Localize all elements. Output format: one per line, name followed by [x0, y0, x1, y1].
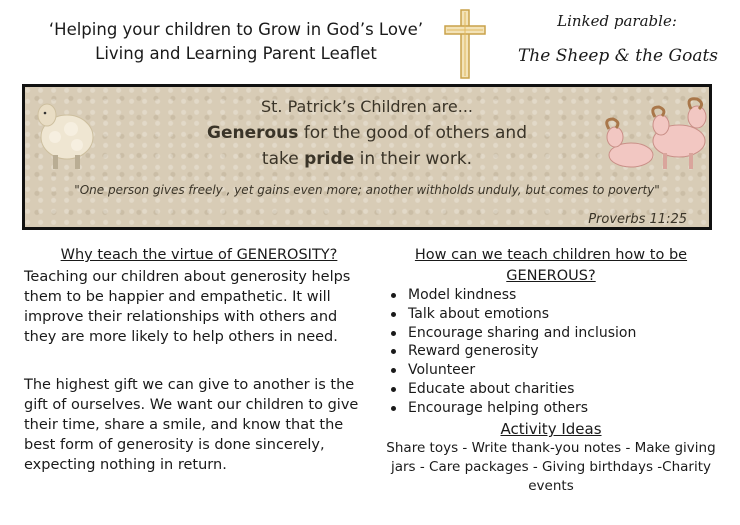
list-item: Educate about charities — [388, 380, 718, 399]
teaching-tips-list — [388, 286, 718, 418]
leaflet-subtitle: Living and Learning Parent Leaflet — [95, 44, 377, 63]
list-item: Encourage sharing and inclusion — [388, 324, 718, 343]
why-paragraph-1: Teaching our children about generosity helps them to be happier and empathetic. It will improve their relationships with others and they are more likely to help others in need. — [24, 269, 351, 345]
banner-line-3 — [25, 149, 709, 169]
generous-word: Generous — [206, 123, 299, 143]
how-heading: How can we teach children how to be GENEROUS? — [414, 247, 688, 284]
list-item: Talk about emotions — [388, 305, 718, 324]
activity-ideas-heading: Activity Ideas — [500, 420, 602, 438]
parable-title: The Sheep & the Goats — [517, 46, 719, 66]
list-item: Encourage helping others — [388, 399, 718, 418]
proverb-quote: "One person gives freely , yet gains even more; another withholds unduly, but comes to poverty" — [74, 183, 660, 197]
banner-line-3-post: in their work. — [354, 149, 473, 169]
why-paragraph-2: The highest gift we can give to another is the gift of ourselves. We want our children to give their time, share a smile, and know that the best form of generosity is done sincerely, expecting nothing in return. — [24, 377, 359, 473]
proverb-reference: Proverbs 11:25 — [588, 212, 687, 227]
banner-line-1: St. Patrick’s Children are... — [261, 97, 473, 116]
gold-cross-icon — [441, 8, 489, 80]
list-item: Model kindness — [388, 286, 718, 305]
banner-line-2 — [25, 123, 709, 143]
leaflet-title: ‘Helping your children to Grow in God’s Love’ — [48, 20, 424, 39]
list-item: Volunteer — [388, 361, 718, 380]
pride-word: pride — [304, 149, 355, 169]
activity-ideas-text: Share toys - Write thank-you notes - Make giving jars - Care packages - Giving birthdays -Charity events — [386, 440, 716, 494]
banner-line-2-rest: for the good of others and — [298, 123, 527, 143]
virtue-banner — [22, 84, 712, 230]
why-heading: Why teach the virtue of GENEROSITY? — [60, 247, 338, 263]
banner-line-3-pre: take — [261, 149, 305, 169]
linked-parable-label: Linked parable: — [557, 12, 677, 30]
list-item: Reward generosity — [388, 342, 718, 361]
